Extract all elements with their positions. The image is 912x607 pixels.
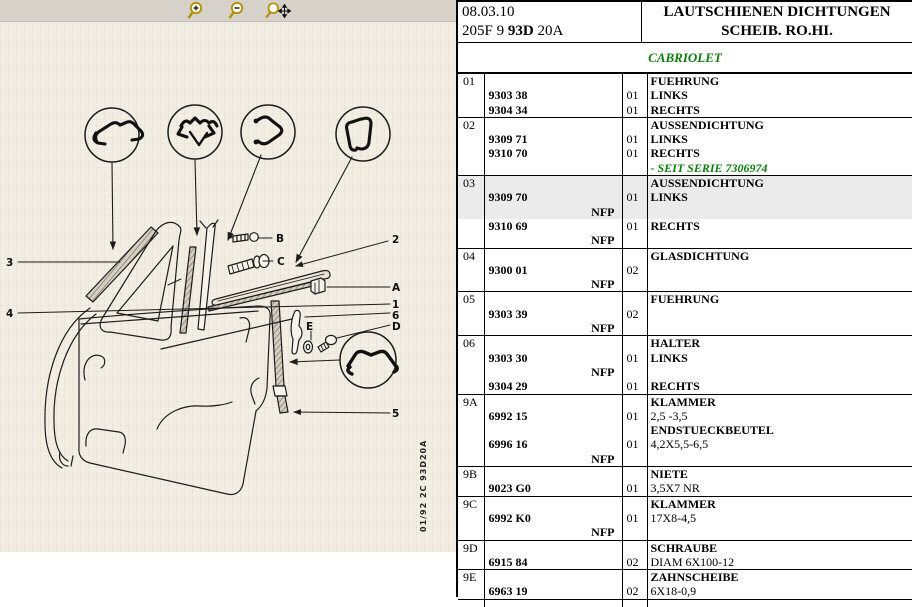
pos-cell (458, 190, 484, 204)
part-number-cell: 9300 01 (484, 263, 622, 277)
part-number-cell: 9304 34 (484, 103, 622, 118)
catalog-date: 08.03.10 (462, 4, 515, 20)
pos-cell (458, 351, 484, 365)
qty-cell (622, 525, 647, 540)
table-row[interactable] (458, 496, 912, 511)
part-number-cell (484, 423, 622, 437)
pos-cell: 02 (458, 117, 484, 132)
table-row[interactable] (458, 292, 912, 307)
callout-1: 1 (392, 299, 400, 311)
pos-cell (458, 321, 484, 336)
qty-cell (622, 570, 647, 585)
qty-cell (622, 599, 647, 607)
part-number-cell: 9303 30 (484, 351, 622, 365)
catalog-code-pre: 205F 9 (462, 23, 508, 39)
part-group (458, 248, 912, 292)
zoom-in-icon (184, 1, 208, 21)
description-cell: HALTER (647, 336, 912, 351)
zoom-out-button[interactable] (223, 1, 251, 21)
pos-cell (458, 423, 484, 437)
detail-leader-lines (112, 155, 352, 362)
part-number-cell: 9309 70 (484, 190, 622, 204)
table-row[interactable] (458, 481, 912, 496)
qty-cell (622, 292, 647, 307)
pos-cell: 05 (458, 292, 484, 307)
qty-cell: 02 (622, 307, 647, 321)
table-row[interactable] (458, 248, 912, 263)
catalog-title-line1: LAUTSCHIENEN DICHTUNGEN (663, 4, 891, 20)
part-number-cell: 6992 15 (484, 409, 622, 423)
qty-cell (622, 233, 647, 248)
pos-cell: 9D (458, 540, 484, 555)
table-row[interactable] (458, 307, 912, 321)
part-group (458, 496, 912, 540)
part-number-cell: NFP (484, 205, 622, 219)
description-cell (647, 599, 912, 607)
zoom-in-button[interactable] (182, 1, 210, 21)
pos-cell (458, 88, 484, 102)
description-cell (647, 365, 912, 379)
part-number-cell: 9023 G0 (484, 481, 622, 496)
callout-6: 6 (392, 310, 400, 322)
qty-cell: 02 (622, 584, 647, 599)
plate-code: 01/92 2C 93D20A (419, 439, 428, 532)
diagram-toolbar (0, 0, 456, 22)
qty-cell (622, 277, 647, 292)
qty-cell: 01 (622, 379, 647, 394)
description-cell (647, 452, 912, 467)
part-number-cell (484, 74, 622, 89)
part-number-cell: 6915 84 (484, 555, 622, 570)
table-filler (458, 599, 912, 607)
qty-cell (622, 74, 647, 89)
description-cell (647, 525, 912, 540)
qty-cell: 02 (622, 555, 647, 570)
description-cell: RECHTS (650, 102, 700, 117)
parts-list-panel (456, 0, 912, 597)
part-number-cell: NFP (484, 452, 622, 467)
callout-e: E (306, 321, 314, 333)
description-cell: KLAMMER (647, 394, 912, 409)
part-number-cell (484, 248, 622, 263)
detail-circle-5 (340, 332, 396, 388)
pan-icon (264, 1, 292, 21)
description-cell (647, 277, 912, 292)
description-cell: 17X8-4,5 (650, 510, 697, 525)
table-row[interactable] (458, 74, 912, 89)
callout-c: C (277, 256, 285, 268)
description-cell: - SEIT SERIE 7306974 (650, 160, 768, 175)
part-group (458, 74, 912, 118)
table-row[interactable] (458, 190, 912, 204)
qty-cell (622, 248, 647, 263)
pos-cell: 03 (458, 176, 484, 191)
pos-cell: 9C (458, 496, 484, 511)
pos-cell (458, 233, 484, 248)
table-row[interactable] (458, 233, 912, 248)
description-cell: RECHTS (650, 146, 700, 161)
table-row[interactable] (458, 570, 912, 585)
description-cell (647, 321, 912, 336)
pos-cell (458, 277, 484, 292)
part-number-cell: NFP (484, 321, 622, 336)
pos-cell: 01 (458, 74, 484, 89)
table-row[interactable] (458, 277, 912, 292)
diagram-panel (0, 0, 456, 597)
pos-cell (458, 263, 484, 277)
table-row[interactable] (458, 219, 912, 233)
table-row[interactable] (458, 321, 912, 336)
pos-cell: 9B (458, 467, 484, 482)
description-cell: AUSSENDICHTUNG (647, 176, 912, 191)
catalog-title-line2: SCHEIB. RO.HI. (721, 23, 833, 39)
part-group (458, 336, 912, 394)
bolt-d (318, 335, 337, 352)
part-number-cell (484, 467, 622, 482)
description-cell (647, 233, 912, 248)
pos-cell (458, 161, 484, 176)
pos-cell (458, 307, 484, 321)
description-cell: NIETE (647, 467, 912, 482)
holder-6 (291, 310, 302, 354)
qty-cell: 01 (622, 190, 647, 204)
qty-cell: 01 (622, 511, 647, 525)
catalog-title (642, 2, 912, 42)
callout-5: 5 (392, 408, 400, 420)
description-cell: AUSSENDICHTUNG (647, 117, 912, 132)
part-number-cell (484, 599, 622, 607)
catalog-code-post: 20A (533, 23, 564, 39)
table-row[interactable] (458, 379, 912, 394)
qty-cell: 01 (622, 409, 647, 423)
diagram-canvas (0, 22, 456, 552)
description-cell: RECHTS (650, 218, 700, 233)
part-number-cell (484, 336, 622, 351)
pos-cell (458, 525, 484, 540)
part-group (458, 176, 912, 248)
description-cell (647, 307, 912, 321)
pos-cell: 9A (458, 394, 484, 409)
qty-cell: 01 (622, 437, 647, 451)
seal-strip-4 (180, 247, 196, 333)
table-row[interactable] (458, 540, 912, 555)
table-row[interactable] (458, 365, 912, 379)
qty-cell: 01 (622, 146, 647, 160)
description-cell: GLASDICHTUNG (647, 248, 912, 263)
part-number-cell: 9309 71 (484, 132, 622, 146)
callout-b: B (276, 233, 285, 245)
model-label: CABRIOLET (458, 43, 912, 73)
description-cell: LINKS (650, 350, 688, 365)
pos-cell (458, 146, 484, 160)
table-row[interactable] (458, 132, 912, 146)
qty-cell (622, 117, 647, 132)
qty-cell (622, 496, 647, 511)
qty-cell (622, 467, 647, 482)
table-row[interactable] (458, 263, 912, 277)
part-number-cell: 9303 38 (484, 88, 622, 102)
description-cell: LINKS (650, 88, 688, 103)
table-row[interactable] (458, 103, 912, 118)
part-number-cell: 6963 19 (484, 584, 622, 599)
table-row[interactable] (458, 423, 912, 437)
description-cell: KLAMMER (647, 496, 912, 511)
table-row[interactable] (458, 161, 912, 176)
part-number-cell: 9303 39 (484, 307, 622, 321)
part-number-cell: 6996 16 (484, 437, 622, 451)
pos-cell (458, 452, 484, 467)
qty-cell: 02 (622, 263, 647, 277)
part-group (458, 394, 912, 466)
description-cell: ZAHNSCHEIBE (647, 570, 912, 585)
callout-a: A (392, 282, 401, 294)
callout-3: 3 (6, 257, 14, 269)
table-row[interactable] (458, 409, 912, 423)
qty-cell: 01 (622, 481, 647, 496)
part-group (458, 467, 912, 497)
table-row[interactable] (458, 437, 912, 451)
description-cell: FUEHRUNG (647, 292, 912, 307)
table-row[interactable] (458, 88, 912, 102)
detail-circle-4 (336, 107, 390, 161)
description-cell: FUEHRUNG (647, 74, 912, 89)
part-number-cell (484, 496, 622, 511)
pos-cell (458, 555, 484, 570)
part-number-cell: NFP (484, 277, 622, 292)
catalog-code (462, 22, 638, 41)
table-row[interactable] (458, 117, 912, 132)
screw-c (228, 255, 269, 275)
qty-cell (622, 336, 647, 351)
part-number-cell (484, 540, 622, 555)
washer-e (304, 341, 313, 353)
part-number-cell: NFP (484, 233, 622, 248)
qty-cell: 01 (622, 103, 647, 118)
description-cell: LINKS (650, 132, 688, 147)
door-body (45, 306, 292, 495)
catalog-header (458, 0, 912, 43)
part-number-cell: 9304 29 (484, 379, 622, 394)
screw-b (229, 233, 258, 242)
qty-cell (622, 161, 647, 176)
parts-table (458, 73, 912, 607)
table-row[interactable] (458, 336, 912, 351)
part-number-cell: NFP (484, 365, 622, 379)
part-group (458, 570, 912, 600)
pan-button[interactable] (264, 1, 292, 21)
description-cell: SCHRAUBE (647, 540, 912, 555)
part-number-cell (484, 292, 622, 307)
pos-cell (458, 437, 484, 451)
part-number-cell: 6992 K0 (484, 511, 622, 525)
table-row[interactable] (458, 351, 912, 365)
channel-5 (271, 301, 288, 413)
pos-cell (458, 103, 484, 118)
description-cell: 6X18-0,9 (650, 584, 697, 599)
parts-diagram (0, 22, 456, 597)
zoom-out-icon (225, 1, 249, 21)
qty-cell: 01 (622, 219, 647, 233)
table-row[interactable] (458, 555, 912, 570)
part-group (458, 117, 912, 175)
pos-cell (458, 481, 484, 496)
catalog-code-bold: 93D (507, 23, 534, 39)
table-row[interactable] (458, 176, 912, 191)
callout-d: D (392, 321, 401, 333)
part-number-cell (484, 176, 622, 191)
pos-cell: 04 (458, 248, 484, 263)
pos-cell (458, 365, 484, 379)
description-cell: DIAM 6X100-12 (650, 554, 735, 569)
table-row[interactable] (458, 146, 912, 160)
catalog-header-left (458, 2, 642, 42)
description-cell: 4,2X5,5-6,5 (650, 437, 709, 452)
description-cell: ENDSTUECKBEUTEL (650, 423, 774, 438)
description-cell: 3,5X7 NR (650, 481, 700, 496)
qty-cell: 01 (622, 351, 647, 365)
table-row[interactable] (458, 452, 912, 467)
part-number-cell: NFP (484, 525, 622, 540)
pos-cell: 06 (458, 336, 484, 351)
qty-cell (622, 205, 647, 219)
qty-cell (622, 365, 647, 379)
table-row[interactable] (458, 205, 912, 219)
pos-cell (458, 205, 484, 219)
part-group (458, 540, 912, 570)
description-cell: RECHTS (650, 379, 700, 394)
part-number-cell: 9310 69 (484, 219, 622, 233)
description-cell (647, 205, 912, 219)
description-cell (647, 263, 912, 277)
part-number-cell (484, 117, 622, 132)
pos-cell (458, 511, 484, 525)
table-row[interactable] (458, 394, 912, 409)
part-group (458, 292, 912, 336)
pos-cell (458, 219, 484, 233)
clip-a (311, 278, 325, 294)
description-cell: LINKS (647, 190, 912, 204)
qty-cell (622, 452, 647, 467)
part-number-cell (484, 161, 622, 176)
qty-cell (622, 176, 647, 191)
qty-cell: 01 (622, 132, 647, 146)
seal-strip-3 (86, 227, 158, 302)
qty-cell (622, 540, 647, 555)
part-number-cell (484, 570, 622, 585)
description-cell: 2,5 -3,5 (650, 408, 688, 423)
pos-cell (458, 599, 484, 607)
table-row[interactable] (458, 525, 912, 540)
callout-4: 4 (6, 308, 14, 320)
pos-cell (458, 132, 484, 146)
detail-circle-3 (241, 105, 295, 159)
qty-cell (622, 394, 647, 409)
pos-cell: 9E (458, 570, 484, 585)
seal-strip-fork (198, 220, 218, 330)
qty-cell (622, 321, 647, 336)
part-number-cell: 9310 70 (484, 146, 622, 160)
table-row[interactable] (458, 511, 912, 525)
callout-2: 2 (392, 234, 400, 246)
qty-cell: 01 (622, 88, 647, 102)
pos-cell (458, 379, 484, 394)
pos-cell (458, 409, 484, 423)
qty-cell (622, 423, 647, 437)
table-row[interactable] (458, 467, 912, 482)
part-number-cell (484, 394, 622, 409)
